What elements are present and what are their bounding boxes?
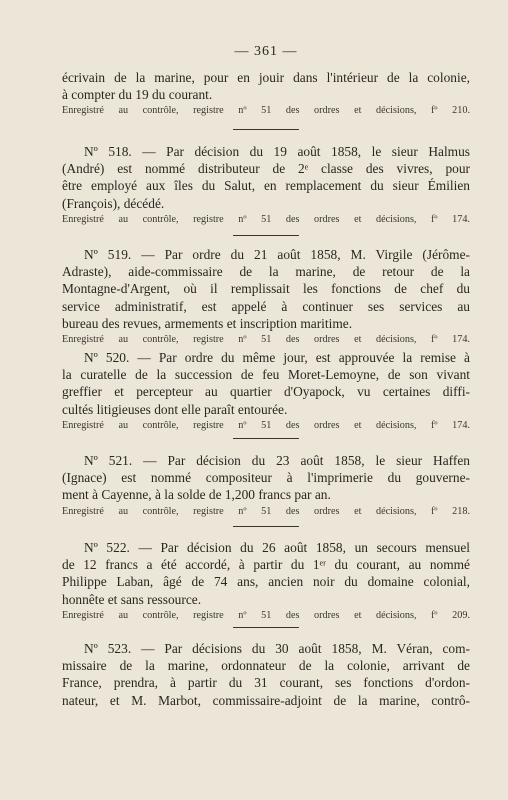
body-line: bureau des revues, armements et inscription maritime. xyxy=(62,315,353,331)
entry-520 xyxy=(62,349,470,433)
separator-rule xyxy=(233,627,299,628)
entry-521 xyxy=(62,452,470,519)
body-line: Nº 518. — Par décision du 19 août 1858, le sieur Halmus xyxy=(84,144,470,159)
body-line: Nº 519. — Par ordre du 21 août 1858, M. Virgile (Jérôme- xyxy=(84,247,470,262)
body-line: la curatelle de la succession de feu Moret-Lemoyne, de son vivant xyxy=(62,367,470,383)
body-line: Montagne-d'Argent, où il remplissait les fonctions de chef du xyxy=(62,281,470,297)
registration-note: Enregistré au contrôle, registre nº 51 des ordres et décisions, fº 218. xyxy=(62,505,470,517)
body-line: France, prendra, à partir du 31 courant, ses fonctions d'ordon- xyxy=(62,675,470,691)
registration-note: Enregistré au contrôle, registre nº 51 des ordres et décisions, fº 174. xyxy=(62,213,470,225)
registration-note: Enregistré au contrôle, registre nº 51 des ordres et décisions, fº 174. xyxy=(62,334,470,346)
body-line: Nº 522. — Par décision du 26 août 1858, un secours mensuel xyxy=(84,540,470,555)
body-line: écrivain de la marine, pour en jouir dans l'intérieur de la colonie, xyxy=(62,70,470,85)
separator-rule xyxy=(233,438,299,439)
body-line: Nº 523. — Par décisions du 30 août 1858, M. Véran, com- xyxy=(84,641,470,656)
continuation-paragraph xyxy=(62,69,470,118)
body-line: cultés litigieuses dont elle paraît entourée. xyxy=(62,401,288,417)
body-line: service administratif, est appelé à continuer ses services au xyxy=(62,298,470,314)
body-line: (François), décédé. xyxy=(62,195,165,211)
body-line: de 12 francs a été accordé, à partir du 1ᵉʳ du courant, au nommé xyxy=(62,557,470,573)
body-line: honnête et sans ressource. xyxy=(62,591,202,607)
body-line: Nº 520. — Par ordre du même jour, est approuvée la remise à xyxy=(84,350,470,365)
registration-note: Enregistré au contrôle, registre nº 51 des ordres et décisions, fº 209. xyxy=(62,609,470,621)
body-line: missaire de la marine, ordonnateur de la colonie, arrivant de xyxy=(62,658,470,674)
body-line: (Ignace) est nommé compositeur à l'imprimerie du gouverne- xyxy=(62,470,470,486)
body-line: Adraste), aide-commissaire de la marine, de retour de la xyxy=(62,264,470,280)
registration-note: Enregistré au contrôle, registre nº 51 des ordres et décisions, fº 174. xyxy=(62,419,470,431)
registration-note: Enregistré au contrôle, registre nº 51 des ordres et décisions, fº 210. xyxy=(62,105,470,117)
body-line: Nº 521. — Par décision du 23 août 1858, le sieur Haffen xyxy=(84,453,470,468)
entry-523 xyxy=(62,640,470,709)
body-line: à compter du 19 du courant. xyxy=(62,87,213,103)
body-line: Philippe Laban, âgé de 74 ans, ancien noir du domaine colonial, xyxy=(62,574,470,590)
entry-522 xyxy=(62,539,470,623)
page-number: — 361 — xyxy=(234,44,298,59)
entry-518 xyxy=(62,143,470,227)
body-line: ment à Cayenne, à la solde de 1,200 francs par an. xyxy=(62,487,331,503)
body-line: nateur, et M. Marbot, commissaire-adjoint de la marine, contrô- xyxy=(62,692,470,708)
entry-519 xyxy=(62,246,470,347)
body-line: greffier et percepteur au quartier d'Oyapock, vu certaines diffi- xyxy=(62,384,470,400)
separator-rule xyxy=(233,526,299,527)
body-line: (André) est nommé distributeur de 2ᵉ classe des vivres, pour xyxy=(62,161,470,177)
separator-rule xyxy=(233,235,299,236)
separator-rule xyxy=(233,129,299,130)
body-line: être employé aux îles du Salut, en remplacement du sieur Émilien xyxy=(62,178,470,194)
